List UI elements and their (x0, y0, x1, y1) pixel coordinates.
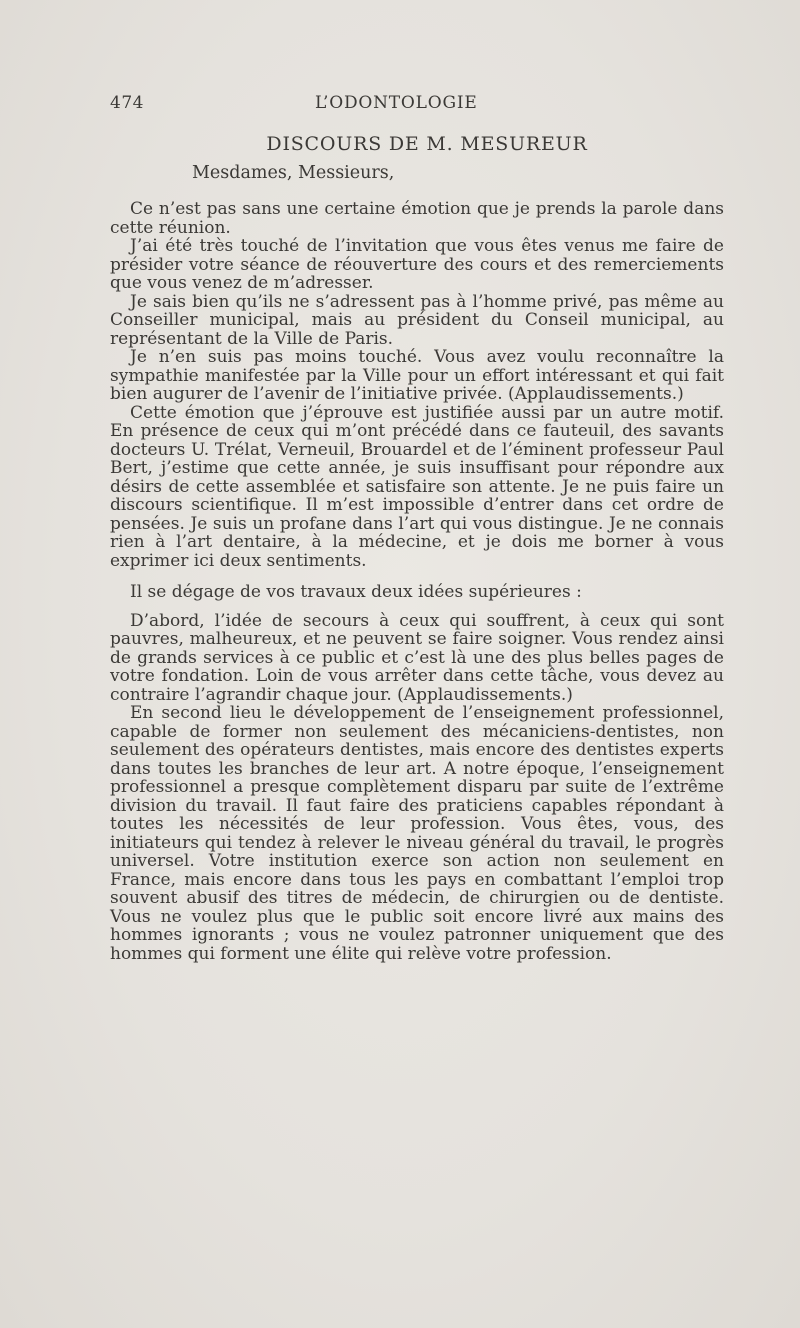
paragraph-5: Cette émotion que j’éprouve est justifiée aussi par un autre motif. En présence de ceux qui m’ont précédé dans ce fauteuil, des savants docteurs U. Trélat, Verneuil, Brouardel et de l’éminent professeur Paul Bert, j’estime que cette année, je suis insuffisant pour répondre aux désirs de cette assemblée et satisfaire son attente. Je ne puis faire un discours scientifique. Il m’est impossible d’entrer dans cet ordre de pensées. Je suis un profane dans l’art qui vous distingue. Je ne connais rien à l’art dentaire, à la médecine, et je dois me borner à vous exprimer ici deux sentiments. (110, 402, 724, 571)
paragraph-3: Je sais bien qu’ils ne s’adressent pas à l’homme privé, pas même au Conseiller municipal, mais au président du Conseil municipal, au représentant de la Ville de Paris. (110, 291, 724, 349)
salutation: Mesdames, Messieurs, (192, 162, 395, 183)
page-text-block (110, 88, 724, 963)
paragraph-4: Je n’en suis pas moins touché. Vous avez voulu reconnaître la sympathie manifestée par la Ville pour un effort intéressant et qui fait bien augurer de l’avenir de l’initiative privée. (Applaudissements.) (110, 347, 724, 404)
paragraph-8: En second lieu le développement de l’enseignement professionnel, capable de former non seulement des mécaniciens-dentistes, non seulement des opérateurs dentistes, mais encore des dentistes experts dans toutes les branches de leur art. A notre époque, l’enseignement professionnel a presque complètement disparu par suite de l’extrême division du travail. Il faut faire des praticiens capables répondant à toutes les nécessités de leur profession. Vous êtes, vous, des initiateurs qui tendez à relever le niveau général du travail, le progrès universel. Votre institution exerce son action non seulement en France, mais encore dans tous les pays en combattant l’emploi trop souvent abusif des titres de médecin, de chirurgien ou de dentiste. Vous ne voulez plus que le public soit encore livré aux mains des hommes ignorants ; vous ne voulez patronner uniquement que des hommes qui forment une élite qui relève votre profession. (110, 703, 724, 964)
article-title: DISCOURS DE M. MESUREUR (266, 133, 588, 155)
paragraph-1: Ce n’est pas sans une certaine émotion que je prends la parole dans cette réunion. (110, 199, 724, 238)
paragraph-6: Il se dégage de vos travaux deux idées supérieures : (130, 582, 582, 602)
page-header (110, 88, 724, 122)
paragraph-2: J’ai été très touché de l’invitation que vous êtes venus me faire de présider votre séance de réouverture des cours et des remerciements que vous venez de m’adresser. (110, 236, 724, 293)
page-number: 474 (110, 93, 144, 113)
running-head: L’ODONTOLOGIE (315, 93, 478, 113)
paragraph-7: D’abord, l’idée de secours à ceux qui souffrent, à ceux qui sont pauvres, malheureux, et ne peuvent se faire soigner. Vous rendez ainsi de grands services à ce public et c’est là une des plus belles pages de votre fondation. Loin de vous arrêter dans cette tâche, vous devez au contraire l’agrandir chaque jour. (Applaudissements.) (110, 610, 724, 705)
